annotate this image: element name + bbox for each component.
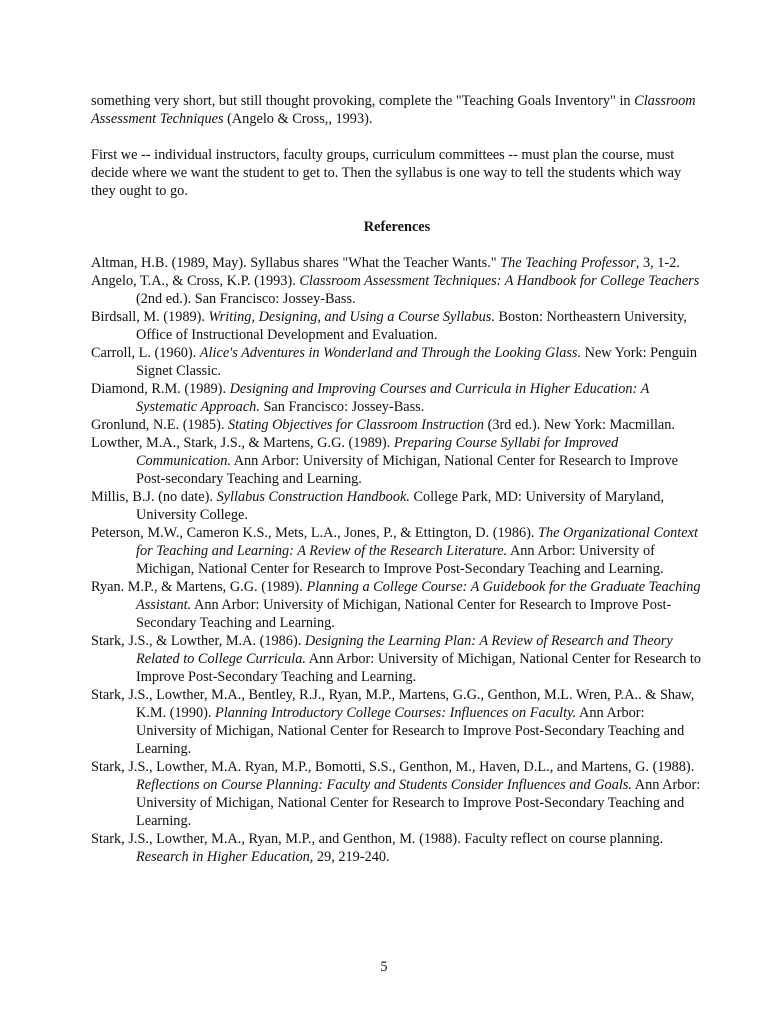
reference-entry [91,830,703,866]
reference-publication: Ann Arbor: University of Michigan, National Center for Research to Improve Post-Secondary Teaching and Learning. [136,705,685,757]
reference-authors: Angelo, T.A., & Cross, K.P. (1993). [91,273,300,289]
intro-p1-citation: (Angelo & Cross,, 1993). [223,111,373,127]
reference-publication: San Francisco: Jossey-Bass. [259,399,425,415]
reference-authors: Carroll, L. (1960). [91,345,200,361]
reference-publication: (2nd ed.). San Francisco: Jossey-Bass. [136,291,356,307]
reference-authors: Stark, J.S., & Lowther, M.A. (1986). [91,633,305,649]
reference-authors: Ryan. M.P., & Martens, G.G. (1989). [91,579,307,595]
reference-authors: Millis, B.J. (no date). [91,489,217,505]
reference-entry [91,686,703,758]
reference-entry [91,416,703,434]
reference-title: Stating Objectives for Classroom Instruction [228,417,485,433]
reference-publication: College Park, MD: University of Maryland, University College. [136,489,665,523]
page-number: 5 [380,959,388,975]
reference-title: Writing, Designing, and Using a Course Syllabus. [208,309,495,325]
reference-authors: Diamond, R.M. (1989). [91,381,230,397]
reference-title: The Teaching Professor [500,255,636,271]
reference-publication: Boston: Northeastern University, Office of Instructional Development and Evaluation. [136,309,687,343]
references-list [91,254,703,866]
reference-title: Classroom Assessment Techniques: A Handbook for College Teachers [299,273,700,289]
reference-title: Designing the Learning Plan: A Review of Research and Theory Related to College Curricula. [136,633,673,667]
reference-entry [91,308,703,344]
reference-entry [91,578,703,632]
reference-authors: Stark, J.S., Lowther, M.A. Ryan, M.P., Bomotti, S.S., Genthon, M., Haven, D.L., and Martens, G. (1988). [91,759,695,775]
reference-title: Syllabus Construction Handbook. [216,489,410,505]
reference-entry [91,254,703,272]
reference-authors: Stark, J.S., Lowther, M.A., Bentley, R.J., Ryan, M.P., Martens, G.G., Genthon, M.L. Wren, P.A.. & Shaw, K.M. (1990). [91,687,695,721]
intro-p1-book-title: Classroom Assessment Techniques [91,93,696,127]
intro-paragraph-2: First we -- individual instructors, faculty groups, curriculum committees -- must plan the course, must decide where we want the student to get to. Then the syllabus is one way to tell the students which way they ought to go. [91,147,682,199]
reference-publication: 29, 219-240. [313,849,390,865]
reference-publication: New York: Penguin Signet Classic. [136,345,698,379]
reference-authors: Peterson, M.W., Cameron K.S., Mets, L.A., Jones, P., & Ettington, D. (1986). [91,525,539,541]
reference-title: The Organizational Context for Teaching and Learning: A Review of the Research Literature. [136,525,698,559]
reference-publication: , 3, 1-2. [635,255,680,271]
reference-publication: Ann Arbor: University of Michigan, National Center for Research to Improve Post-secondary Teaching and Learning. [136,453,678,487]
reference-authors: Lowther, M.A., Stark, J.S., & Martens, G.G. (1989). [91,435,394,451]
reference-entry [91,272,703,308]
reference-entry [91,488,703,524]
intro-p1-text: something very short, but still thought provoking, complete the "Teaching Goals Inventory" in [91,93,635,109]
reference-title: Research in Higher Education, [136,849,314,865]
reference-entry [91,524,703,578]
intro-paragraph-1 [91,92,703,128]
reference-authors: Stark, J.S., Lowther, M.A., Ryan, M.P., and Genthon, M. (1988). Faculty reflect on course planning. [91,831,664,847]
reference-publication: Ann Arbor: University of Michigan, National Center for Research to Improve Post-Secondary Teaching and Learning. [136,777,701,829]
reference-publication: Ann Arbor: University of Michigan, National Center for Research to Improve Post-Secondary Teaching and Learning. [136,597,672,631]
document-page [91,92,703,866]
reference-authors: Gronlund, N.E. (1985). [91,417,228,433]
reference-title: Preparing Course Syllabi for Improved Communication. [136,435,619,469]
reference-entry [91,758,703,830]
reference-authors: Altman, H.B. (1989, May). Syllabus shares "What the Teacher Wants." [91,255,501,271]
reference-entry [91,344,703,380]
reference-publication: Ann Arbor: University of Michigan, National Center for Research to Improve Post-Secondary Teaching and Learning. [136,651,702,685]
reference-title: Planning a College Course: A Guidebook for the Graduate Teaching Assistant. [136,579,701,613]
reference-title: Designing and Improving Courses and Curricula in Higher Education: A Systematic Approach. [136,381,650,415]
reference-title: Planning Introductory College Courses: Influences on Faculty. [215,705,577,721]
reference-authors: Birdsall, M. (1989). [91,309,209,325]
reference-publication: Ann Arbor: University of Michigan, National Center for Research to Improve Post-Secondary Teaching and Learning. [136,543,664,577]
reference-entry [91,434,703,488]
reference-publication: (3rd ed.). New York: Macmillan. [484,417,676,433]
references-heading: References [363,219,431,235]
reference-title: Alice's Adventures in Wonderland and Through the Looking Glass. [199,345,582,361]
reference-entry [91,632,703,686]
reference-title: Reflections on Course Planning: Faculty and Students Consider Influences and Goals. [136,777,632,793]
reference-entry [91,380,703,416]
